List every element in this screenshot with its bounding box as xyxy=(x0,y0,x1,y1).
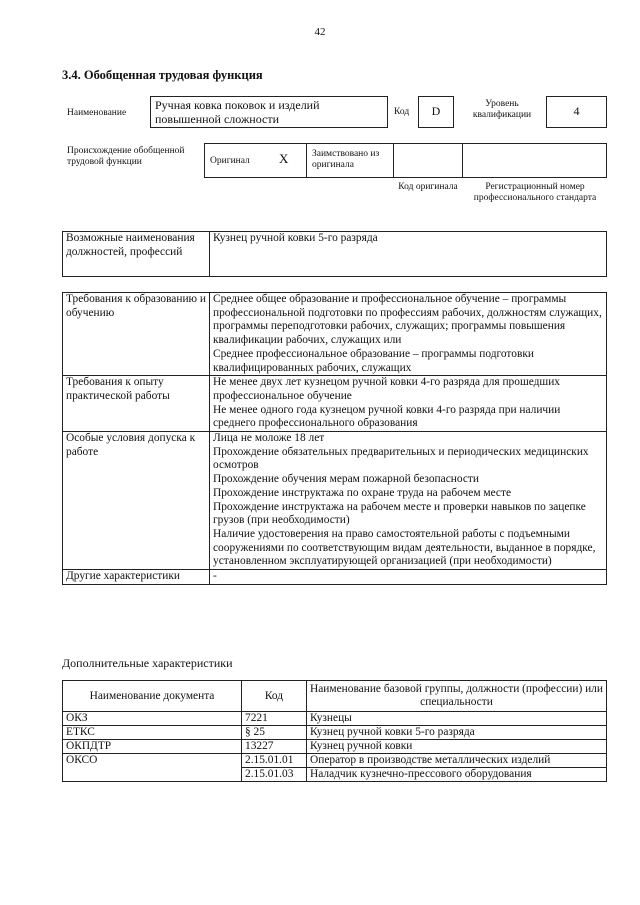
code-value: D xyxy=(418,96,454,128)
page-number: 42 xyxy=(314,26,326,38)
education-label: Требования к образованию и обучению xyxy=(63,293,210,376)
reg-number-cell xyxy=(462,143,607,178)
doc-code-cell: 2.15.01.01 xyxy=(242,754,307,768)
education-line: Среднее профессиональное образование – программы подготовки квалифицированных рабочих, служащих xyxy=(213,347,534,374)
experience-line: Не менее одного года кузнецом ручной ковки 4-го разряда при наличии среднего профессионального образования xyxy=(213,403,561,430)
name-value: Ручная ковка поковок и изделий повышенной сложности xyxy=(150,96,388,128)
header-group-name: Наименование базовой группы, должности (профессии) или специальности xyxy=(307,681,607,712)
experience-label: Требования к опыту практической работы xyxy=(63,376,210,432)
other-value: - xyxy=(210,570,607,585)
documents-header-row xyxy=(63,681,607,712)
conditions-line: Прохождение инструктажа по охране труда на рабочем месте xyxy=(213,486,512,499)
doc-code-cell: 13227 xyxy=(242,740,307,754)
doc-group-cell: Оператор в производстве металлических изделий xyxy=(307,754,607,768)
doc-name-cell: ЕТКС xyxy=(63,726,242,740)
doc-group-cell: Кузнецы xyxy=(307,712,607,726)
reg-number-label: Регистрационный номер профессионального стандарта xyxy=(473,182,597,203)
header-code: Код xyxy=(242,681,307,712)
education-value xyxy=(210,293,607,376)
positions-value: Кузнец ручной ковки 5-го разряда xyxy=(210,232,607,277)
conditions-line: Наличие удостоверения на право самостоятельной работы с подъемными сооружениями по соответствующим видам деятельности, выданное в порядке, установленном эксплуатирующей организацией (при необходимости) xyxy=(213,527,596,568)
level-value: 4 xyxy=(546,96,607,128)
doc-group-cell: Наладчик кузнечно-прессового оборудования xyxy=(307,768,607,782)
positions-label: Возможные наименования должностей, профессий xyxy=(63,232,210,277)
code-original-cell xyxy=(393,143,463,178)
conditions-label: Особые условия допуска к работе xyxy=(63,432,210,570)
extra-title: Дополнительные характеристики xyxy=(62,656,233,670)
conditions-line: Лица не моложе 18 лет xyxy=(213,432,325,445)
original-label: Оригинал xyxy=(210,156,250,166)
section-title: 3.4. Обобщенная трудовая функция xyxy=(62,68,263,82)
doc-name-cell: ОКЗ xyxy=(63,712,242,726)
requirement-row-education xyxy=(63,293,607,376)
code-label: Код xyxy=(394,107,410,117)
origin-label: Происхождение обобщенной трудовой функции xyxy=(67,146,185,167)
table-row xyxy=(63,712,607,726)
education-line: Среднее общее образование и профессиональное обучение – программы профессиональной подготовки по профессиям рабочих, должностям служащих, программы переподготовки рабочих, служащих; программы повышения квалификации рабочих, служащих или xyxy=(213,293,602,347)
doc-code-cell: 7221 xyxy=(242,712,307,726)
table-row xyxy=(63,754,607,768)
doc-name-cell: ОКПДТР xyxy=(63,740,242,754)
doc-group-cell: Кузнец ручной ковки 5-го разряда xyxy=(307,726,607,740)
conditions-line: Прохождение обучения мерам пожарной безопасности xyxy=(213,473,479,486)
conditions-value xyxy=(210,432,607,570)
table-row xyxy=(63,740,607,754)
requirement-row-conditions xyxy=(63,432,607,570)
experience-value xyxy=(210,376,607,432)
borrowed-label: Заимствовано из оригинала xyxy=(312,149,380,170)
conditions-line: Прохождение обязательных предварительных и периодических медицинских осмотров xyxy=(213,445,589,472)
code-original-label: Код оригинала xyxy=(398,182,458,192)
other-label: Другие характеристики xyxy=(63,570,210,585)
doc-code-cell: § 25 xyxy=(242,726,307,740)
table-row xyxy=(63,726,607,740)
level-label: Уровень квалификации xyxy=(472,99,532,120)
requirements-table xyxy=(62,292,607,585)
requirement-row-experience xyxy=(63,376,607,432)
header-doc-name: Наименование документа xyxy=(63,681,242,712)
documents-table xyxy=(62,680,607,782)
name-label: Наименование xyxy=(67,108,127,118)
doc-name-cell: ОКСО xyxy=(63,754,242,782)
positions-table xyxy=(62,231,607,277)
requirement-row-other xyxy=(63,570,607,585)
experience-line: Не менее двух лет кузнецом ручной ковки 4-го разряда для прошедших профессиональное обучение xyxy=(213,376,560,402)
doc-group-cell: Кузнец ручной ковки xyxy=(307,740,607,754)
original-mark: X xyxy=(279,151,289,166)
conditions-line: Прохождение инструктажа на рабочем месте и проверки навыков по зацепке грузов (при необходимости) xyxy=(213,500,586,527)
doc-code-cell: 2.15.01.03 xyxy=(242,768,307,782)
